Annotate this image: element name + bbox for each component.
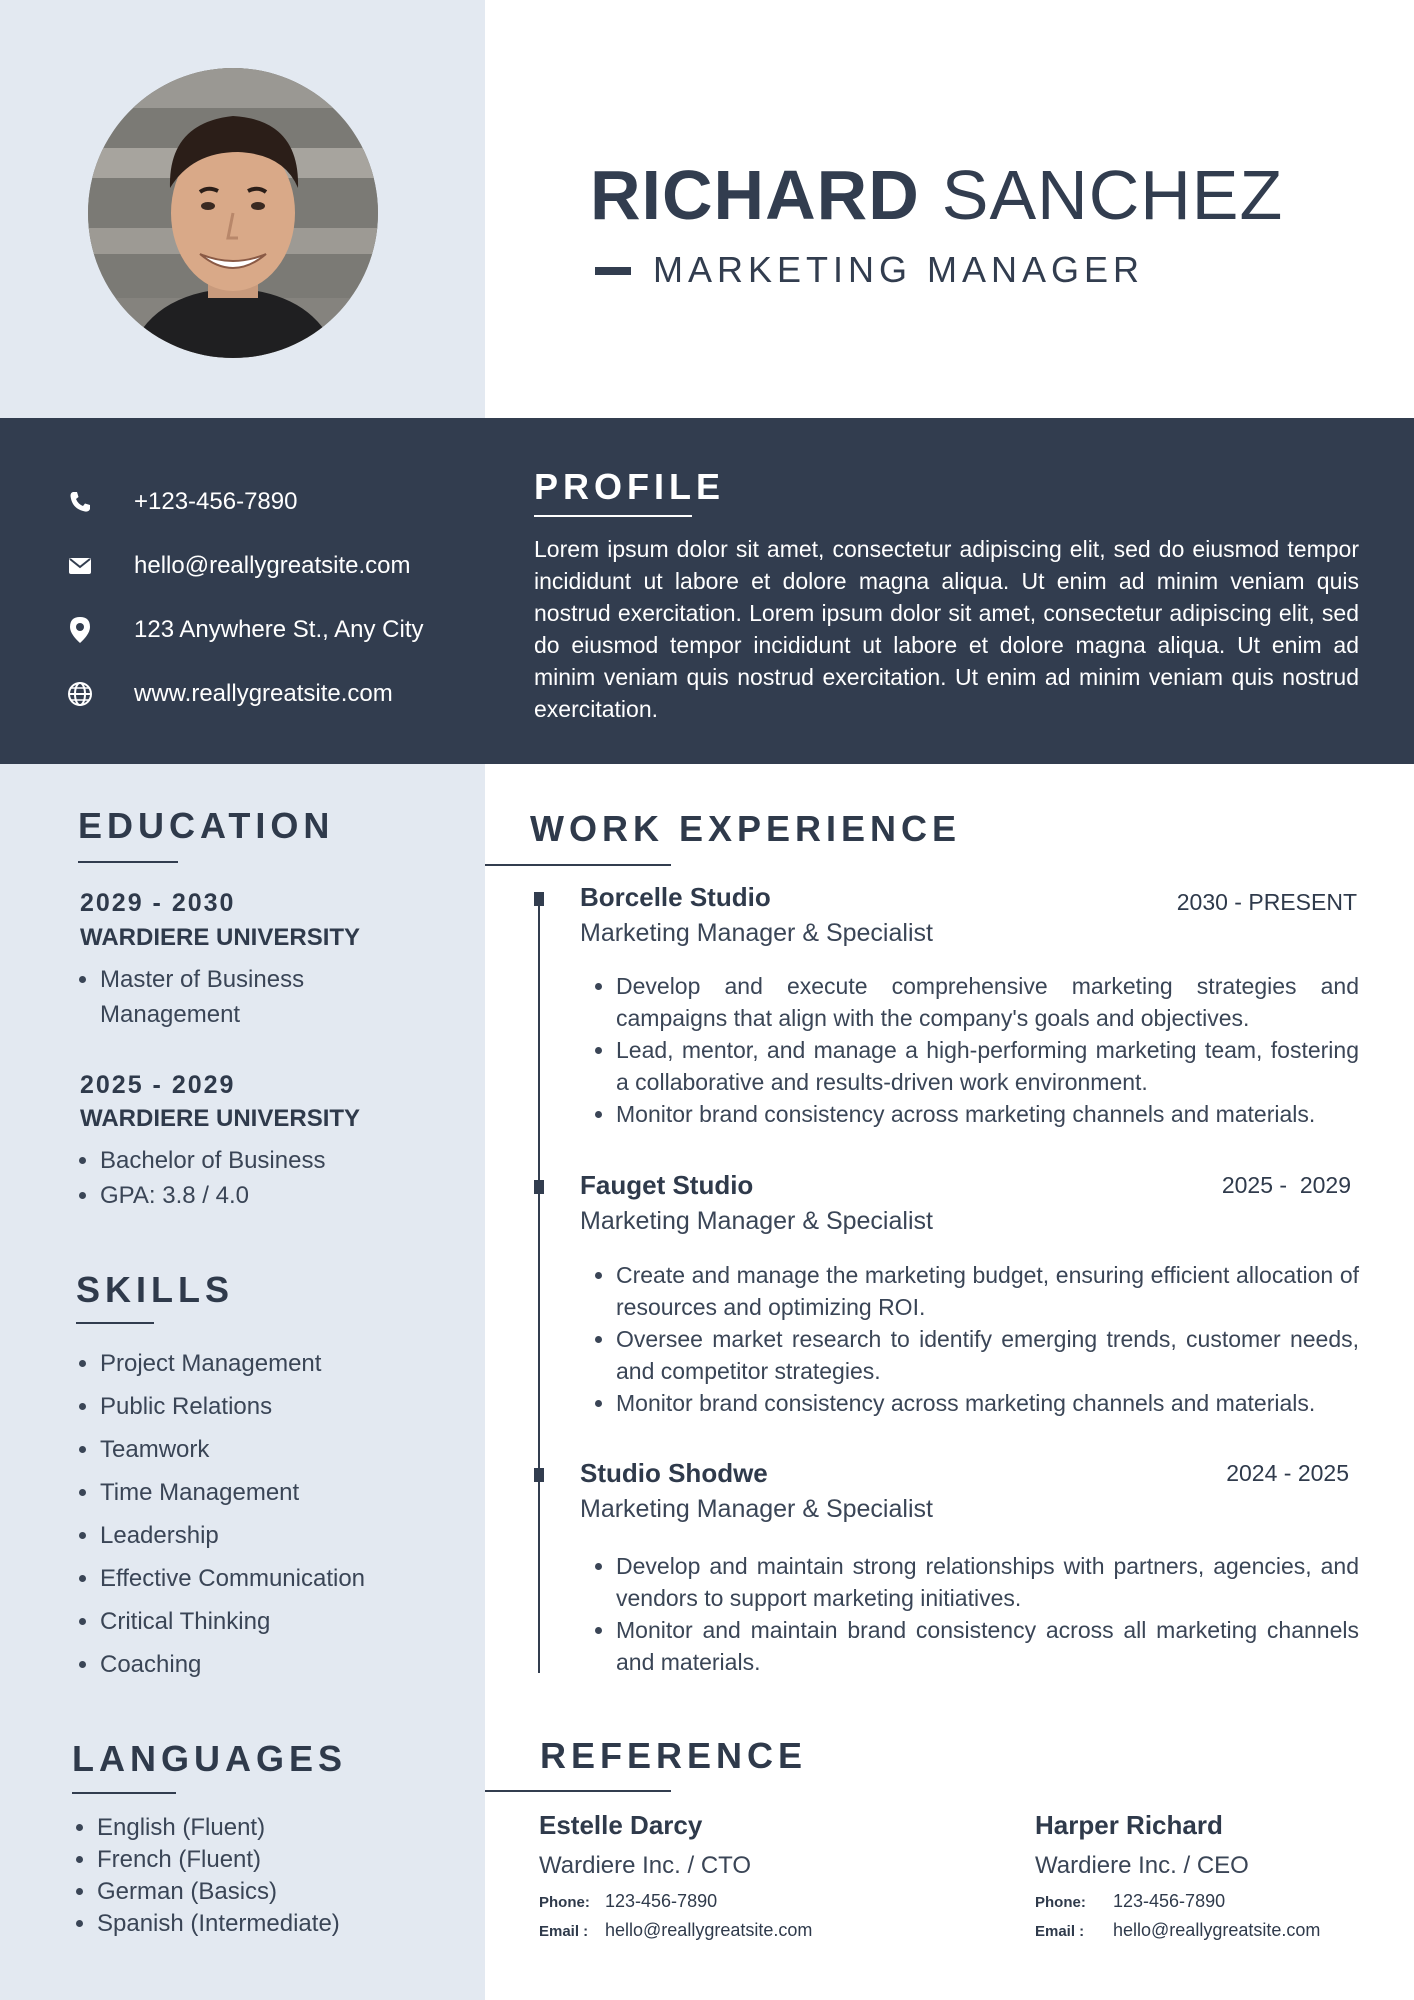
job-company: Borcelle Studio bbox=[580, 882, 771, 912]
envelope-icon bbox=[66, 552, 94, 580]
timeline-marker bbox=[534, 1468, 544, 1482]
job-bullet: • Create and manage the marketing budget, ensuring efficient allocation of resources and optimizing ROI. bbox=[616, 1259, 1359, 1323]
job-bullet: • Monitor and maintain brand consistency across all marketing channels and materials. bbox=[616, 1614, 1359, 1678]
job-bullet: • Develop and maintain strong relationships with partners, agencies, and vendors to support marketing initiatives. bbox=[616, 1550, 1359, 1614]
job-bullet: • Oversee market research to identify emerging trends, customer needs, and competitor strategies. bbox=[616, 1323, 1359, 1387]
contact-phone bbox=[66, 482, 476, 522]
skill-item: • Public Relations bbox=[100, 1385, 470, 1428]
language-item: • Spanish (Intermediate) bbox=[97, 1908, 467, 1940]
language-item: • German (Basics) bbox=[97, 1876, 467, 1908]
skill-item: • Project Management bbox=[100, 1342, 470, 1385]
education-detail: • Bachelor of Business bbox=[100, 1143, 460, 1178]
job-bullet: • Develop and execute comprehensive marketing strategies and campaigns that align with the company's goals and objectives. bbox=[616, 970, 1359, 1034]
email-label: Email : bbox=[539, 1923, 589, 1940]
job-title: MARKETING MANAGER bbox=[653, 249, 1145, 290]
job-bullets bbox=[580, 1550, 1359, 1678]
reference-heading: REFERENCE bbox=[540, 1735, 808, 1776]
job-company: Fauget Studio bbox=[580, 1170, 754, 1200]
skill-item: • Teamwork bbox=[100, 1428, 470, 1471]
phone-text: +123-456-7890 bbox=[134, 488, 298, 515]
reference-name: Harper Richard bbox=[1035, 1810, 1223, 1840]
skills-list bbox=[100, 1342, 470, 1686]
job-dates: 2024 - 2025 bbox=[1226, 1460, 1349, 1486]
reference-org: Wardiere Inc. / CTO bbox=[539, 1852, 752, 1879]
contact-email bbox=[66, 546, 476, 586]
job-bullets bbox=[580, 970, 1359, 1130]
language-item: • French (Fluent) bbox=[97, 1844, 467, 1876]
contact-address bbox=[66, 610, 476, 650]
job-dates: 2025 - 2029 bbox=[1221, 1172, 1351, 1198]
job-bullet: • Monitor brand consistency across marketing channels and materials. bbox=[616, 1098, 1359, 1130]
title-dash-decoration bbox=[595, 267, 631, 275]
education-years: 2025 - 2029 bbox=[80, 1071, 236, 1099]
skill-item: • Effective Communication bbox=[100, 1557, 470, 1600]
work-experience-heading-rule bbox=[485, 864, 671, 866]
job-dates: 2030 - PRESENT bbox=[1176, 889, 1357, 915]
phone-icon bbox=[66, 488, 94, 516]
job-company: Studio Shodwe bbox=[580, 1458, 768, 1488]
education-university: WARDIERE UNIVERSITY bbox=[80, 1105, 361, 1132]
contact-website bbox=[66, 674, 476, 714]
first-name: RICHARD bbox=[590, 156, 920, 234]
reference-phone-value: 123-456-7890 bbox=[605, 1891, 718, 1911]
skill-item: • Leadership bbox=[100, 1514, 470, 1557]
language-item: • English (Fluent) bbox=[97, 1812, 467, 1844]
website-text: www.reallygreatsite.com bbox=[134, 680, 393, 707]
languages-heading: LANGUAGES bbox=[72, 1738, 348, 1779]
reference-email-value: hello@reallygreatsite.com bbox=[1113, 1920, 1321, 1940]
reference-phone bbox=[539, 1892, 717, 1910]
phone-label: Phone: bbox=[539, 1894, 590, 1911]
job-bullets bbox=[580, 1259, 1359, 1419]
email-label: Email : bbox=[1035, 1923, 1085, 1940]
last-name: SANCHEZ bbox=[941, 156, 1284, 234]
reference-org: Wardiere Inc. / CEO bbox=[1035, 1852, 1249, 1879]
profile-text: Lorem ipsum dolor sit amet, consectetur adipiscing elit, sed do eiusmod tempor incididunt ut labore et dolore magna aliqua. Ut enim ad minim veniam quis nostrud exercitation. Lorem ipsum dolor sit amet, consectetur adipiscing elit, sed do eiusmod tempor incididunt ut labore et dolore magna aliqua. Ut enim ad minim veniam quis nostrud exercitation. Ut enim ad minim veniam quis nostrud exercitation. bbox=[534, 536, 1359, 722]
globe-icon bbox=[66, 680, 94, 708]
skill-item: • Critical Thinking bbox=[100, 1600, 470, 1643]
education-university: WARDIERE UNIVERSITY bbox=[80, 924, 361, 951]
reference-email-value: hello@reallygreatsite.com bbox=[605, 1920, 813, 1940]
skills-heading: SKILLS bbox=[76, 1269, 235, 1310]
email-text: hello@reallygreatsite.com bbox=[134, 552, 411, 579]
map-pin-icon bbox=[66, 616, 94, 644]
job-bullet: • Lead, mentor, and manage a high-performing marketing team, fostering a collaborative and results-driven work environment. bbox=[616, 1034, 1359, 1098]
languages-heading-rule bbox=[72, 1792, 176, 1794]
address-text: 123 Anywhere St., Any City bbox=[134, 616, 424, 643]
job-bullet: • Monitor brand consistency across marketing channels and materials. bbox=[616, 1387, 1359, 1419]
education-details bbox=[100, 1143, 460, 1213]
timeline-marker bbox=[534, 1180, 544, 1194]
skills-heading-rule bbox=[76, 1322, 154, 1324]
reference-phone bbox=[1035, 1892, 1225, 1910]
education-details bbox=[100, 962, 390, 1032]
reference-email bbox=[1035, 1921, 1320, 1939]
candidate-name bbox=[590, 156, 1284, 234]
education-detail: • GPA: 3.8 / 4.0 bbox=[100, 1178, 460, 1213]
job-role: Marketing Manager & Specialist bbox=[580, 919, 933, 947]
phone-label: Phone: bbox=[1035, 1894, 1086, 1911]
education-detail: • Master of Business Management bbox=[100, 962, 390, 1032]
profile-heading: PROFILE bbox=[534, 466, 726, 507]
reference-heading-rule bbox=[485, 1790, 671, 1792]
skill-item: • Time Management bbox=[100, 1471, 470, 1514]
work-experience-heading: WORK EXPERIENCE bbox=[530, 808, 962, 849]
languages-list bbox=[97, 1812, 467, 1940]
work-timeline-line bbox=[538, 893, 540, 1673]
profile-heading-rule bbox=[534, 515, 692, 517]
job-role: Marketing Manager & Specialist bbox=[580, 1207, 933, 1235]
education-years: 2029 - 2030 bbox=[80, 889, 236, 917]
education-heading-rule bbox=[78, 861, 178, 863]
skill-item: • Coaching bbox=[100, 1643, 470, 1686]
reference-phone-value: 123-456-7890 bbox=[1113, 1891, 1226, 1911]
profile-photo-illustration bbox=[88, 68, 378, 358]
education-heading: EDUCATION bbox=[78, 805, 335, 846]
reference-email bbox=[539, 1921, 812, 1939]
timeline-marker bbox=[534, 892, 544, 906]
profile-photo bbox=[88, 68, 378, 358]
reference-name: Estelle Darcy bbox=[539, 1810, 703, 1840]
job-role: Marketing Manager & Specialist bbox=[580, 1495, 933, 1523]
